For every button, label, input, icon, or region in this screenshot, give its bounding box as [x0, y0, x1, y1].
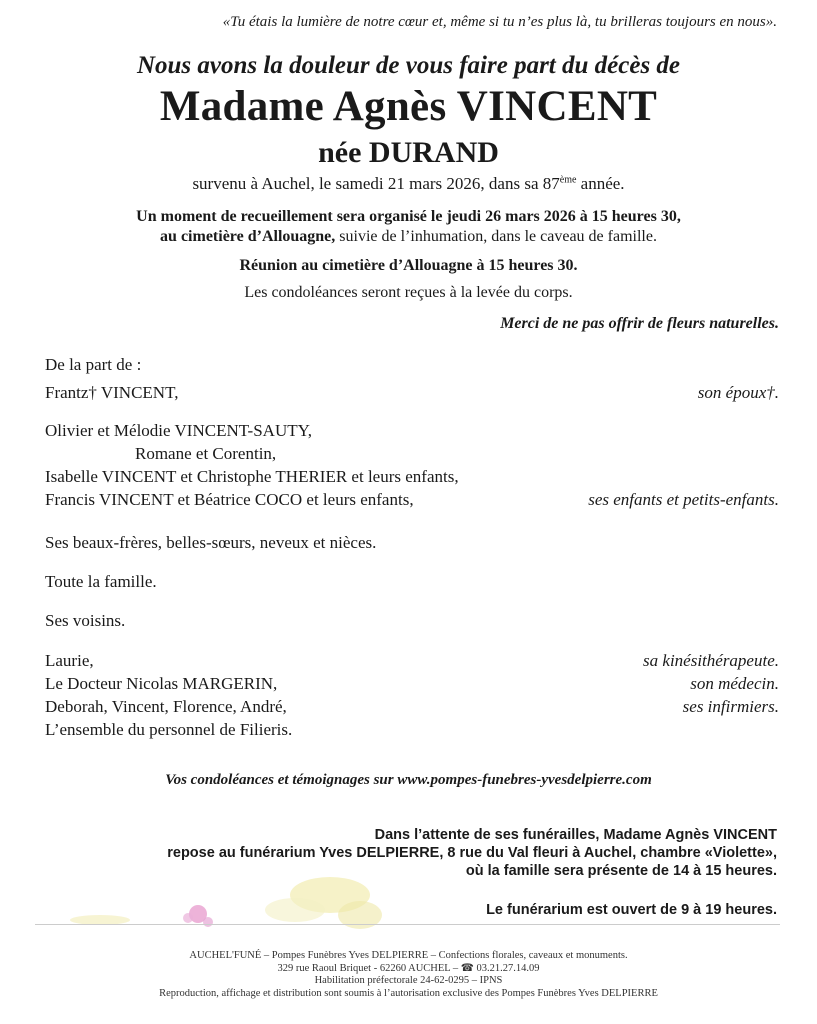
nurses-line: Deborah, Vincent, Florence, André, [45, 697, 287, 716]
child-line-2: Isabelle VINCENT et Christophe THERIER et leurs enfants, [45, 467, 459, 486]
condolences-note: Les condoléances seront reçues à la levée du corps. [244, 284, 573, 301]
flower-decoration [60, 870, 390, 940]
death-info-suffix: année. [576, 174, 625, 193]
website-note: Vos condoléances et témoignages sur www.pompes-funebres-yvesdelpierre.com [165, 772, 652, 788]
divider [35, 924, 780, 925]
funeral-home-hours: Le funérarium est ouvert de 9 à 19 heures. [486, 902, 777, 918]
doctor-line: Le Docteur Nicolas MARGERIN, [45, 674, 278, 693]
ceremony-line2-bold: au cimetière d’Allouagne, [160, 228, 336, 245]
ceremony-info [0, 207, 817, 247]
ceremony-line1: Un moment de recueillement sera organisé le jeudi 26 mars 2026 à 15 heures 30, [136, 208, 681, 225]
staff-line: L’ensemble du personnel de Filieris. [45, 720, 293, 739]
whole-family-line: Toute la famille. [45, 572, 157, 591]
funeral-home-line3: où la famille sera présente de 14 à 15 heures. [465, 863, 777, 879]
flowers-note: Merci de ne pas offrir de fleurs naturelles. [500, 315, 779, 332]
physio-line: Laurie, [45, 651, 94, 670]
death-info [0, 174, 817, 194]
reunion-info: Réunion au cimetière d’Allouagne à 15 heures 30. [239, 257, 578, 274]
ceremony-line2-rest: suivie de l’inhumation, dans le caveau de famille. [335, 228, 657, 245]
in-laws-line: Ses beaux-frères, belles-sœurs, neveux et nièces. [45, 533, 377, 552]
child-line-3: Francis VINCENT et Béatrice COCO et leurs enfants, [45, 490, 414, 509]
deceased-name: Madame Agnès VINCENT [159, 83, 658, 130]
nurses-role: ses infirmiers. [682, 697, 779, 716]
spouse-line: Frantz† VINCENT, [45, 383, 179, 402]
death-info-text: survenu à Auchel, le samedi 21 mars 2026, dans sa 87 [192, 174, 560, 193]
funeral-home-line2: repose au funérarium Yves DELPIERRE, 8 rue du Val fleuri à Auchel, chambre «Violette», [167, 845, 777, 861]
neighbors-line: Ses voisins. [45, 611, 126, 630]
maiden-name: née DURAND [318, 136, 499, 169]
footer-line3: Habilitation préfectorale 24-62-0295 – IPNS [314, 975, 503, 986]
death-info-sup: ème [559, 174, 577, 186]
footer-line1: AUCHEL'FUNÉ – Pompes Funèbres Yves DELPIERRE – Confections florales, caveaux et monuments. [189, 950, 628, 961]
footer-line2: 329 rue Raoul Briquet - 62260 AUCHEL – ☎ 03.21.27.14.09 [277, 963, 540, 974]
announcement-heading: Nous avons la douleur de vous faire part du décès de [136, 52, 681, 79]
children-role: ses enfants et petits-enfants. [588, 490, 779, 509]
spouse-role: son époux†. [697, 383, 779, 402]
child-line-1: Olivier et Mélodie VINCENT-SAUTY, [45, 421, 312, 440]
funeral-home-line1: Dans l’attente de ses funérailles, Madame Agnès VINCENT [374, 827, 777, 843]
physio-role: sa kinésithérapeute. [643, 651, 779, 670]
from-label: De la part de : [45, 355, 142, 374]
epitaph-quote: «Tu étais la lumière de notre cœur et, même si tu n’es plus là, tu brilleras toujours en nous». [222, 14, 777, 30]
doctor-role: son médecin. [690, 674, 779, 693]
grandchildren-line: Romane et Corentin, [135, 444, 277, 463]
footer-line4: Reproduction, affichage et distribution sont soumis à l’autorisation exclusive des Pompes Funèbres Yves DELPIERRE [159, 988, 658, 999]
